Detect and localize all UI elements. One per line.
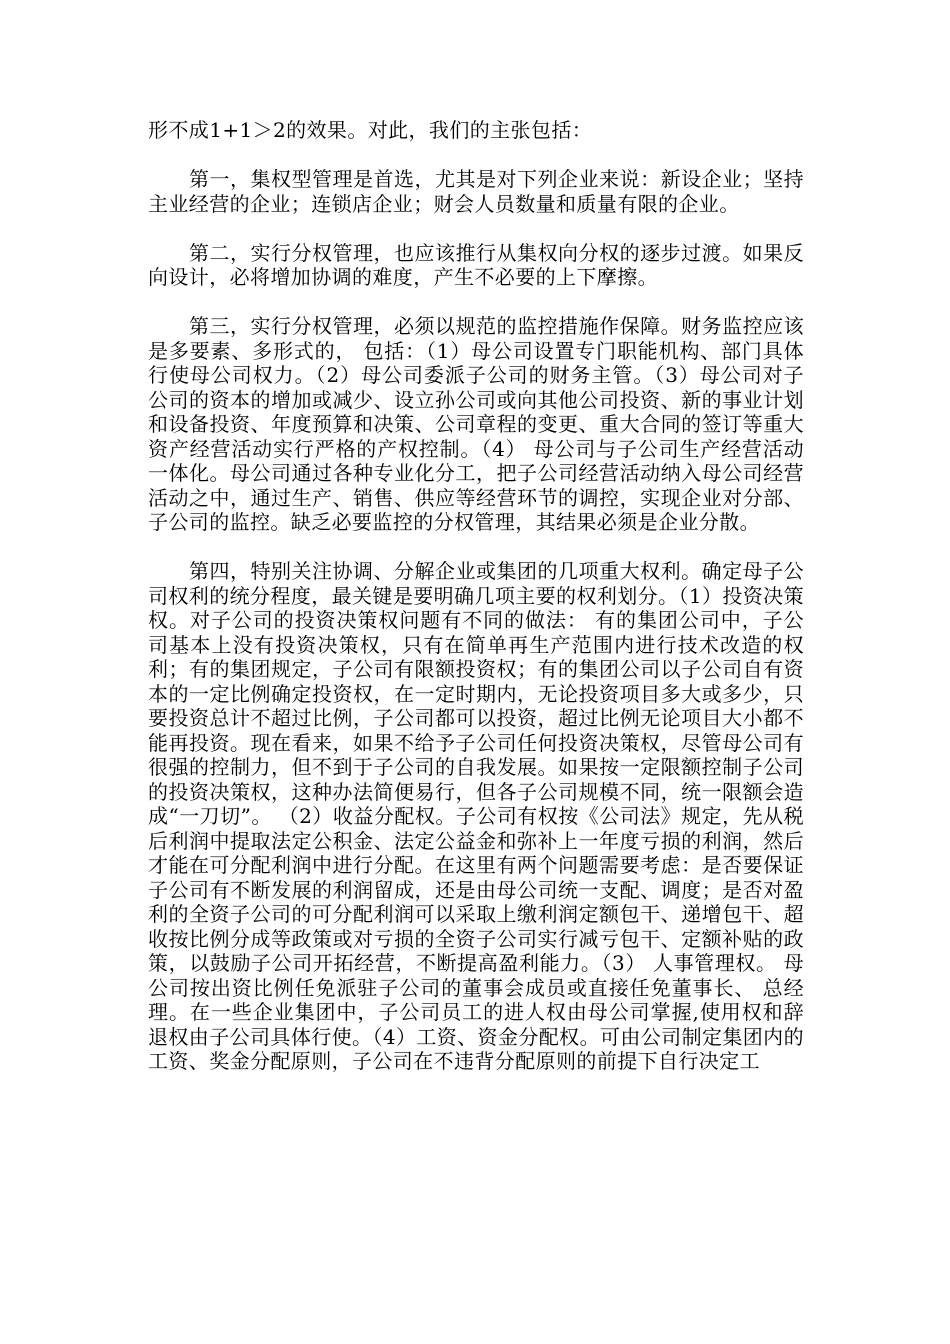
document-body: [148, 118, 804, 1074]
paragraph-intro: 形不成1+1＞2的效果。对此，我们的主张包括：: [148, 118, 593, 142]
paragraph-third-point: 第三，实行分权管理，必须以规范的监控措施作保障。财务监控应该是多要素、多形式的， 包括：（1）母公司设置专门职能机构、部门具体行使母公司权力。（2）母公司委派子公司的财务主管。（3）母公司对子公司的资本的增加或减少、设立孙公司或向其他公司投资、新的事业计划和设备投资、年度预算和决策、公司章程的变更、重大合同的签订等重大资产经营活动实行严格的产权控制。（4） 母公司与子公司生产经营活动一体化。母公司通过各种专业化分工，把子公司经营活动纳入母公司经营活动之中，通过生产、销售、供应等经营环节的调控，实现企业对分部、子公司的监控。缺乏必要监控的分权管理，其结果必须是企业分散。: [148, 314, 804, 534]
paragraph-first-point: 第一，集权型管理是首选，尤其是对下列企业来说：新设企业；坚持主业经营的企业；连锁店企业；财会人员数量和质量有限的企业。: [148, 167, 804, 216]
paragraph-fourth-point: 第四，特别关注协调、分解企业或集团的几项重大权利。确定母子公司权利的统分程度，最关键是要明确几项主要的权利划分。（1）投资决策权。对子公司的投资决策权问题有不同的做法： 有的集团公司中，子公司基本上没有投资决策权，只有在简单再生产范围内进行技术改造的权利；有的集团规定，子公司有限额投资权；有的集团公司以子公司自有资本的一定比例确定投资权，在一定时期内，无论投资项目多大或多少，只要投资总计不超过比例，子公司都可以投资，超过比例无论项目大小都不能再投资。现在看来，如果不给予子公司任何投资决策权，尽管母公司有很强的控制力，但不到于子公司的自我发展。如果按一定限额控制子公司的投资决策权，这种办法简便易行，但各子公司规模不同，统一限额会造成“一刀切”。 （2）收益分配权。子公司有权按《公司法》规定，先从税后利润中提取法定公积金、法定公益金和弥补上一年度亏损的利润，然后才能在可分配利润中进行分配。在这里有两个问题需要考虑：是否要保证子公司有不断发展的利润留成，还是由母公司统一支配、调度；是否对盈利的全资子公司的可分配利润可以采取上缴利润定额包干、递增包干、超收按比例分成等政策或对亏损的全资子公司实行减亏包干、定额补贴的政策，以鼓励子公司开拓经营，不断提高盈利能力。（3） 人事管理权。 母公司按出资比例任免派驻子公司的董事会成员或直接任免董事长、 总经理。在一些企业集团中，子公司员工的进人权由母公司掌握,使用权和辞退权由子公司具体行使。（4）工资、资金分配权。可由公司制定集团内的工资、奖金分配原则，子公司在不违背分配原则的前提下自行决定工: [148, 559, 804, 1073]
paragraph-second-point: 第二，实行分权管理，也应该推行从集权向分权的逐步过渡。如果反向设计，必将增加协调的难度，产生不必要的上下摩擦。: [148, 240, 804, 289]
